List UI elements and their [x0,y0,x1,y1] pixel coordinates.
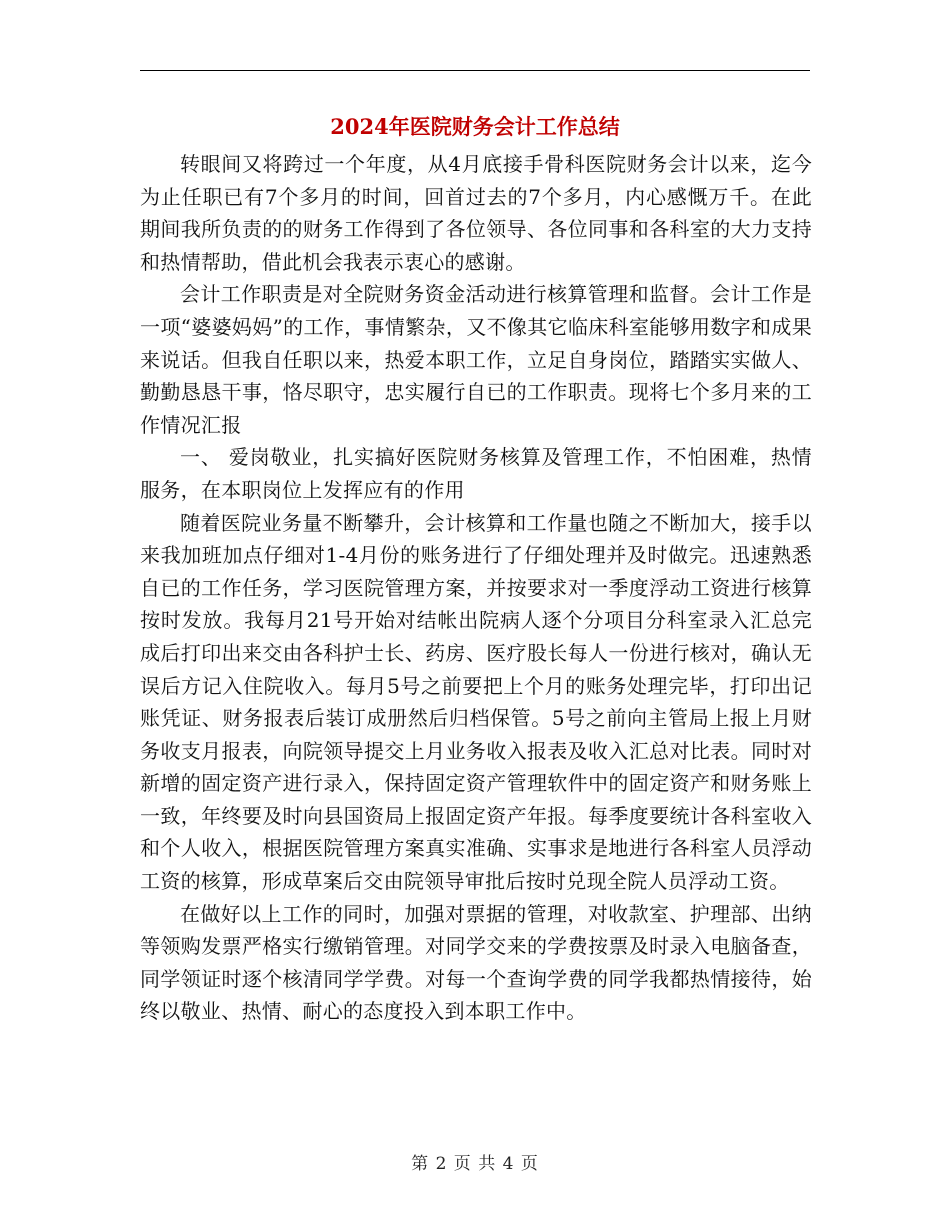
document-body [140,148,812,1028]
paragraph-duties: 会计工作职责是对全院财务资金活动进行核算管理和监督。会计工作是一项“婆婆妈妈”的工作，事情繁杂，又不像其它临床科室能够用数字和成果来说话。但我自任职以来，热爱本职工作，立足自身岗位，踏踏实实做人、勤勤恳恳干事，恪尽职守，忠实履行自已的工作职责。现将七个多月来的工作情况汇报 [140,282,812,437]
paragraph-accounting-work: 随着医院业务量不断攀升，会计核算和工作量也随之不断加大，接手以来我加班加点仔细对1-4月份的账务进行了仔细处理并及时做完。迅速熟悉自已的工作任务，学习医院管理方案，并按要求对一季度浮动工资进行核算按时发放。我每月21号开始对结帐出院病人逐个分项目分科室录入汇总完成后打印出来交由各科护士长、药房、医疗股长每人一份进行核对，确认无误后方记入住院收入。每月5号之前要把上个月的账务处理完毕，打印出记账凭证、财务报表后装订成册然后归档保管。5号之前向主管局上报上月财务收支月报表，向院领导提交上月业务收入报表及收入汇总对比表。同时对新增的固定资产进行录入，保持固定资产管理软件中的固定资产和财务账上一致，年终要及时向县国资局上报固定资产年报。每季度要统计各科室收入和个人收入，根据医院管理方案真实准确、实事求是地进行各科室人员浮动工资的核算，形成草案后交由院领导审批后按时兑现全院人员浮动工资。 [140,510,812,894]
header-rule [140,70,810,71]
page-number: 第 2 页 共 4 页 [411,1154,539,1174]
paragraph-intro: 转眼间又将跨过一个年度，从4月底接手骨科医院财务会计以来，迄今为止任职已有7个多月的时间，回首过去的7个多月，内心感慨万千。在此期间我所负责的的财务工作得到了各位领导、各位同事和各科室的大力支持和热情帮助，借此机会我表示衷心的感谢。 [140,152,812,274]
paragraph-invoice-management: 在做好以上工作的同时，加强对票据的管理，对收款室、护理部、出纳等领购发票严格实行缴销管理。对同学交来的学费按票及时录入电脑备查，同学领证时逐个核清同学学费。对每一个查询学费的同学我都热情接待，始终以敬业、热情、耐心的态度投入到本职工作中。 [140,901,812,1024]
section-heading-one: 一、 爱岗敬业，扎实搞好医院财务核算及管理工作，不怕困难，热情服务，在本职岗位上发挥应有的作用 [140,445,812,502]
document-title: 2024年医院财务会计工作总结 [330,114,620,139]
